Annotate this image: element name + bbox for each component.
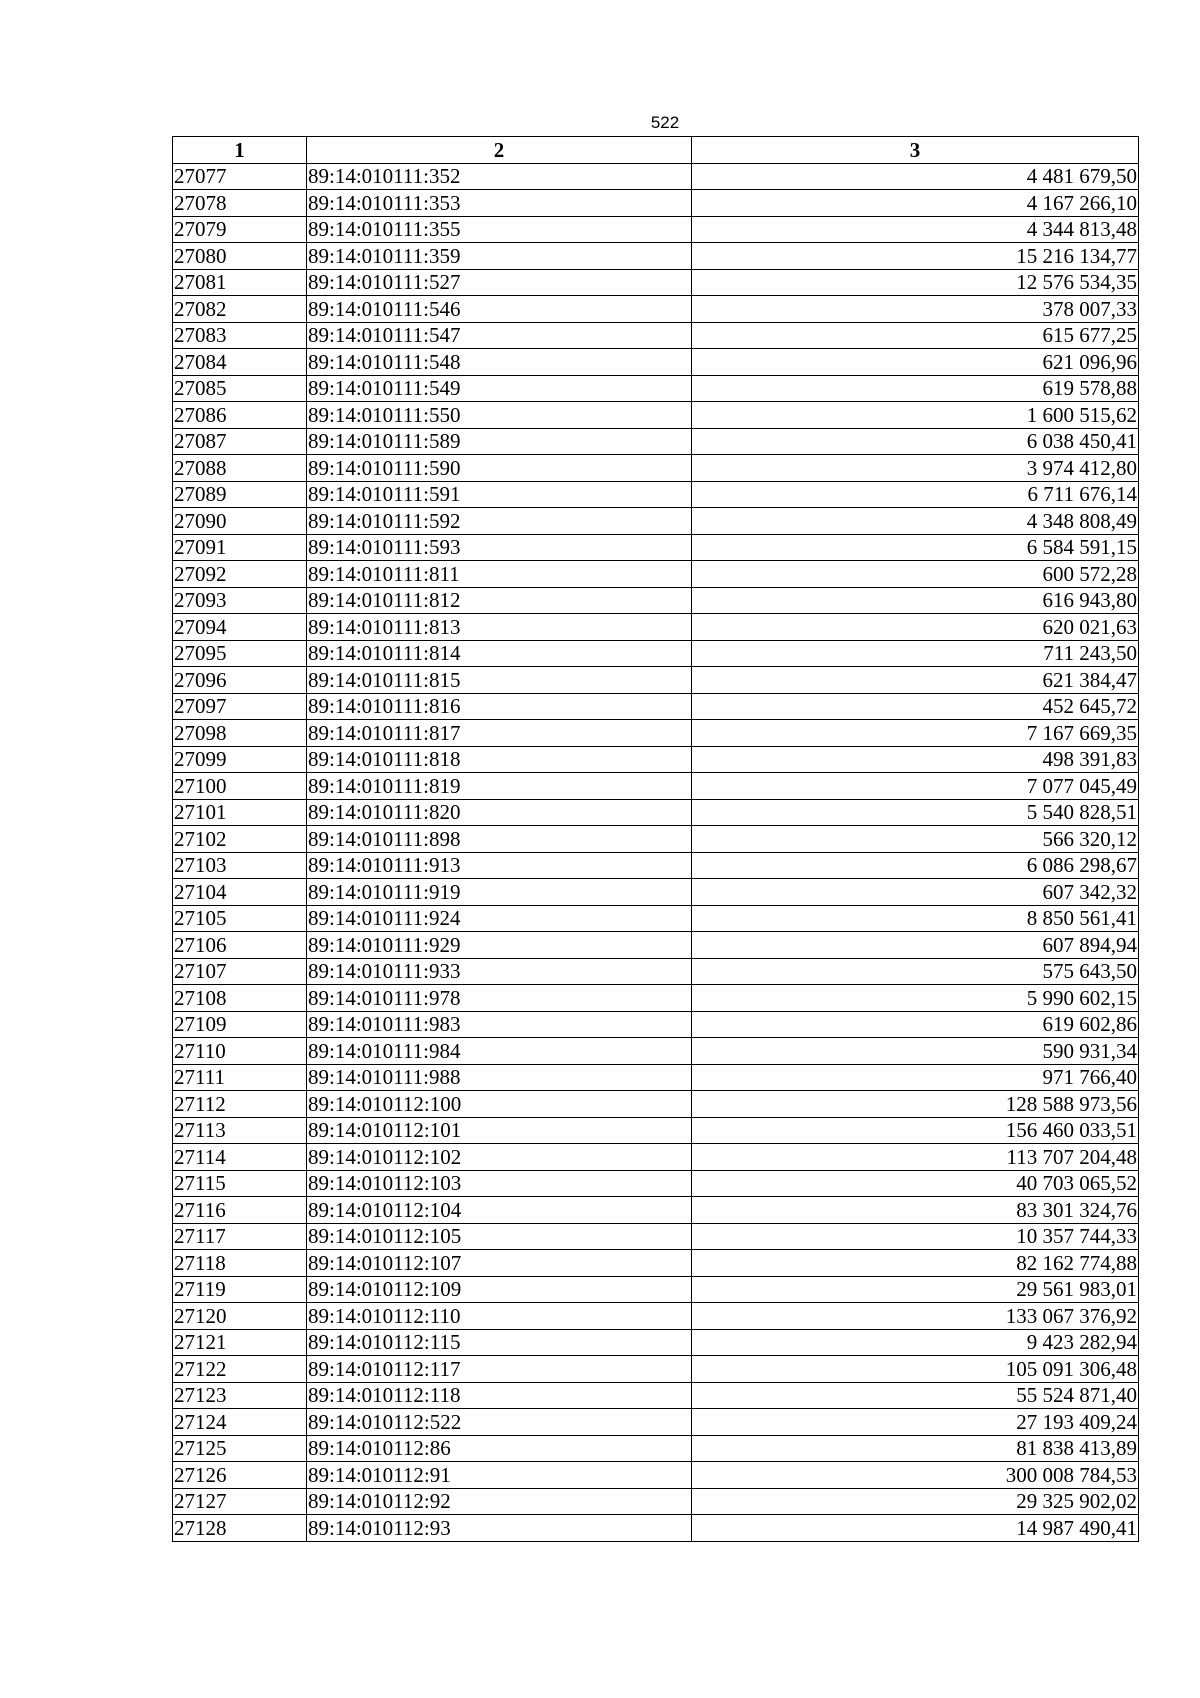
value-cell: 27 193 409,24 [692,1409,1139,1436]
value-cell: 82 162 774,88 [692,1250,1139,1277]
value-cell: 615 677,25 [692,322,1139,349]
cadastral-number-cell: 89:14:010111:527 [307,269,692,296]
row-number-cell: 27090 [173,508,307,535]
table-row [173,1435,1139,1462]
row-number-cell: 27086 [173,402,307,429]
value-cell: 607 894,94 [692,932,1139,959]
table-row [173,985,1139,1012]
value-cell: 6 584 591,15 [692,534,1139,561]
value-cell: 81 838 413,89 [692,1435,1139,1462]
value-cell: 12 576 534,35 [692,269,1139,296]
cadastral-number-cell: 89:14:010111:816 [307,693,692,720]
row-number-cell: 27102 [173,826,307,853]
row-number-cell: 27088 [173,455,307,482]
cadastral-number-cell: 89:14:010111:817 [307,720,692,747]
cadastral-number-cell: 89:14:010111:549 [307,375,692,402]
row-number-cell: 27089 [173,481,307,508]
row-number-cell: 27107 [173,958,307,985]
table-row [173,826,1139,853]
value-cell: 575 643,50 [692,958,1139,985]
cadastral-number-cell: 89:14:010112:92 [307,1488,692,1515]
row-number-cell: 27087 [173,428,307,455]
cadastral-number-cell: 89:14:010112:91 [307,1462,692,1489]
table-row [173,799,1139,826]
cadastral-number-cell: 89:14:010111:929 [307,932,692,959]
table-row [173,428,1139,455]
cadastral-number-cell: 89:14:010111:919 [307,879,692,906]
value-cell: 29 561 983,01 [692,1276,1139,1303]
table-row [173,1303,1139,1330]
cadastral-number-cell: 89:14:010111:814 [307,640,692,667]
value-cell: 4 481 679,50 [692,163,1139,190]
cadastral-number-cell: 89:14:010112:86 [307,1435,692,1462]
row-number-cell: 27108 [173,985,307,1012]
column-header-1: 1 [173,137,307,164]
cadastral-number-cell: 89:14:010111:548 [307,349,692,376]
table-row [173,905,1139,932]
row-number-cell: 27117 [173,1223,307,1250]
row-number-cell: 27123 [173,1382,307,1409]
row-number-cell: 27120 [173,1303,307,1330]
table-row [173,1197,1139,1224]
value-cell: 7 077 045,49 [692,773,1139,800]
row-number-cell: 27109 [173,1011,307,1038]
row-number-cell: 27126 [173,1462,307,1489]
value-cell: 14 987 490,41 [692,1515,1139,1542]
cadastral-number-cell: 89:14:010111:593 [307,534,692,561]
table-row [173,243,1139,270]
cadastral-number-cell: 89:14:010111:978 [307,985,692,1012]
table-row [173,587,1139,614]
row-number-cell: 27101 [173,799,307,826]
row-number-cell: 27113 [173,1117,307,1144]
cadastral-number-cell: 89:14:010111:815 [307,667,692,694]
cadastral-number-cell: 89:14:010112:93 [307,1515,692,1542]
row-number-cell: 27124 [173,1409,307,1436]
row-number-cell: 27079 [173,216,307,243]
value-cell: 6 038 450,41 [692,428,1139,455]
cadastral-number-cell: 89:14:010112:117 [307,1356,692,1383]
value-cell: 83 301 324,76 [692,1197,1139,1224]
cadastral-number-cell: 89:14:010112:107 [307,1250,692,1277]
table-row [173,1356,1139,1383]
table-row [173,216,1139,243]
cadastral-number-cell: 89:14:010112:109 [307,1276,692,1303]
value-cell: 113 707 204,48 [692,1144,1139,1171]
table-row [173,1488,1139,1515]
cadastral-number-cell: 89:14:010111:550 [307,402,692,429]
value-cell: 55 524 871,40 [692,1382,1139,1409]
cadastral-number-cell: 89:14:010111:353 [307,190,692,217]
table-row [173,1011,1139,1038]
cadastral-number-cell: 89:14:010112:102 [307,1144,692,1171]
cadastral-number-cell: 89:14:010111:359 [307,243,692,270]
cadastral-number-cell: 89:14:010111:933 [307,958,692,985]
value-cell: 711 243,50 [692,640,1139,667]
cadastral-number-cell: 89:14:010111:984 [307,1038,692,1065]
table-row [173,932,1139,959]
row-number-cell: 27098 [173,720,307,747]
value-cell: 10 357 744,33 [692,1223,1139,1250]
value-cell: 619 578,88 [692,375,1139,402]
value-cell: 590 931,34 [692,1038,1139,1065]
cadastral-number-cell: 89:14:010111:811 [307,561,692,588]
cadastral-number-cell: 89:14:010111:589 [307,428,692,455]
table-row [173,269,1139,296]
value-cell: 105 091 306,48 [692,1356,1139,1383]
cadastral-number-cell: 89:14:010111:924 [307,905,692,932]
cadastral-number-cell: 89:14:010112:105 [307,1223,692,1250]
table-row [173,746,1139,773]
table-row [173,534,1139,561]
registry-table [172,136,1139,1542]
table-row [173,1276,1139,1303]
table-row [173,693,1139,720]
table-row [173,1329,1139,1356]
row-number-cell: 27116 [173,1197,307,1224]
table-row [173,1117,1139,1144]
value-cell: 566 320,12 [692,826,1139,853]
cadastral-number-cell: 89:14:010111:591 [307,481,692,508]
cadastral-number-cell: 89:14:010111:818 [307,746,692,773]
cadastral-number-cell: 89:14:010111:592 [307,508,692,535]
cadastral-number-cell: 89:14:010112:110 [307,1303,692,1330]
row-number-cell: 27099 [173,746,307,773]
value-cell: 607 342,32 [692,879,1139,906]
row-number-cell: 27082 [173,296,307,323]
table-row [173,1515,1139,1542]
table-row [173,163,1139,190]
row-number-cell: 27078 [173,190,307,217]
value-cell: 128 588 973,56 [692,1091,1139,1118]
table-row [173,614,1139,641]
value-cell: 40 703 065,52 [692,1170,1139,1197]
value-cell: 29 325 902,02 [692,1488,1139,1515]
row-number-cell: 27095 [173,640,307,667]
value-cell: 133 067 376,92 [692,1303,1139,1330]
cadastral-number-cell: 89:14:010111:812 [307,587,692,614]
table-row [173,1170,1139,1197]
cadastral-number-cell: 89:14:010111:590 [307,455,692,482]
row-number-cell: 27100 [173,773,307,800]
row-number-cell: 27083 [173,322,307,349]
cadastral-number-cell: 89:14:010112:104 [307,1197,692,1224]
value-cell: 498 391,83 [692,746,1139,773]
row-number-cell: 27080 [173,243,307,270]
value-cell: 300 008 784,53 [692,1462,1139,1489]
row-number-cell: 27092 [173,561,307,588]
page-number: 522 [650,113,680,132]
row-number-cell: 27111 [173,1064,307,1091]
row-number-cell: 27094 [173,614,307,641]
cadastral-number-cell: 89:14:010111:352 [307,163,692,190]
value-cell: 378 007,33 [692,296,1139,323]
row-number-cell: 27121 [173,1329,307,1356]
cadastral-number-cell: 89:14:010111:820 [307,799,692,826]
value-cell: 621 384,47 [692,667,1139,694]
table-row [173,1223,1139,1250]
table-row [173,1382,1139,1409]
table-row [173,1091,1139,1118]
row-number-cell: 27077 [173,163,307,190]
row-number-cell: 27106 [173,932,307,959]
value-cell: 452 645,72 [692,693,1139,720]
row-number-cell: 27128 [173,1515,307,1542]
cadastral-number-cell: 89:14:010112:103 [307,1170,692,1197]
value-cell: 9 423 282,94 [692,1329,1139,1356]
table-row [173,1250,1139,1277]
table-row [173,1462,1139,1489]
table-row [173,349,1139,376]
row-number-cell: 27085 [173,375,307,402]
table-row [173,375,1139,402]
table-row [173,481,1139,508]
row-number-cell: 27127 [173,1488,307,1515]
table-row [173,455,1139,482]
row-number-cell: 27110 [173,1038,307,1065]
value-cell: 620 021,63 [692,614,1139,641]
value-cell: 1 600 515,62 [692,402,1139,429]
cadastral-number-cell: 89:14:010111:547 [307,322,692,349]
table-row [173,1409,1139,1436]
cadastral-number-cell: 89:14:010112:115 [307,1329,692,1356]
table-row [173,402,1139,429]
cadastral-number-cell: 89:14:010112:100 [307,1091,692,1118]
value-cell: 600 572,28 [692,561,1139,588]
cadastral-number-cell: 89:14:010111:355 [307,216,692,243]
header-row [173,137,1139,164]
value-cell: 5 990 602,15 [692,985,1139,1012]
table-row [173,1038,1139,1065]
value-cell: 7 167 669,35 [692,720,1139,747]
table-row [173,508,1139,535]
table-row [173,773,1139,800]
cadastral-number-cell: 89:14:010112:522 [307,1409,692,1436]
table-row [173,1064,1139,1091]
table-row [173,322,1139,349]
row-number-cell: 27103 [173,852,307,879]
cadastral-number-cell: 89:14:010112:118 [307,1382,692,1409]
value-cell: 616 943,80 [692,587,1139,614]
value-cell: 156 460 033,51 [692,1117,1139,1144]
value-cell: 971 766,40 [692,1064,1139,1091]
value-cell: 4 167 266,10 [692,190,1139,217]
cadastral-number-cell: 89:14:010111:983 [307,1011,692,1038]
value-cell: 15 216 134,77 [692,243,1139,270]
row-number-cell: 27105 [173,905,307,932]
table-row [173,1144,1139,1171]
cadastral-number-cell: 89:14:010111:546 [307,296,692,323]
row-number-cell: 27097 [173,693,307,720]
cadastral-number-cell: 89:14:010111:988 [307,1064,692,1091]
value-cell: 8 850 561,41 [692,905,1139,932]
row-number-cell: 27084 [173,349,307,376]
cadastral-number-cell: 89:14:010112:101 [307,1117,692,1144]
row-number-cell: 27115 [173,1170,307,1197]
row-number-cell: 27125 [173,1435,307,1462]
cadastral-number-cell: 89:14:010111:813 [307,614,692,641]
table-header [173,137,1139,164]
table-row [173,667,1139,694]
row-number-cell: 27091 [173,534,307,561]
table-row [173,958,1139,985]
value-cell: 6 086 298,67 [692,852,1139,879]
row-number-cell: 27122 [173,1356,307,1383]
row-number-cell: 27112 [173,1091,307,1118]
value-cell: 4 344 813,48 [692,216,1139,243]
table-row [173,879,1139,906]
row-number-cell: 27096 [173,667,307,694]
cadastral-number-cell: 89:14:010111:913 [307,852,692,879]
row-number-cell: 27114 [173,1144,307,1171]
table-row [173,640,1139,667]
row-number-cell: 27119 [173,1276,307,1303]
row-number-cell: 27104 [173,879,307,906]
table-row [173,561,1139,588]
value-cell: 4 348 808,49 [692,508,1139,535]
cadastral-number-cell: 89:14:010111:819 [307,773,692,800]
table-row [173,720,1139,747]
table-row [173,852,1139,879]
column-header-3: 3 [692,137,1139,164]
value-cell: 3 974 412,80 [692,455,1139,482]
value-cell: 619 602,86 [692,1011,1139,1038]
row-number-cell: 27081 [173,269,307,296]
column-header-2: 2 [307,137,692,164]
cadastral-number-cell: 89:14:010111:898 [307,826,692,853]
table-row [173,190,1139,217]
value-cell: 621 096,96 [692,349,1139,376]
table-row [173,296,1139,323]
table-body [173,163,1139,1541]
value-cell: 6 711 676,14 [692,481,1139,508]
value-cell: 5 540 828,51 [692,799,1139,826]
row-number-cell: 27093 [173,587,307,614]
row-number-cell: 27118 [173,1250,307,1277]
